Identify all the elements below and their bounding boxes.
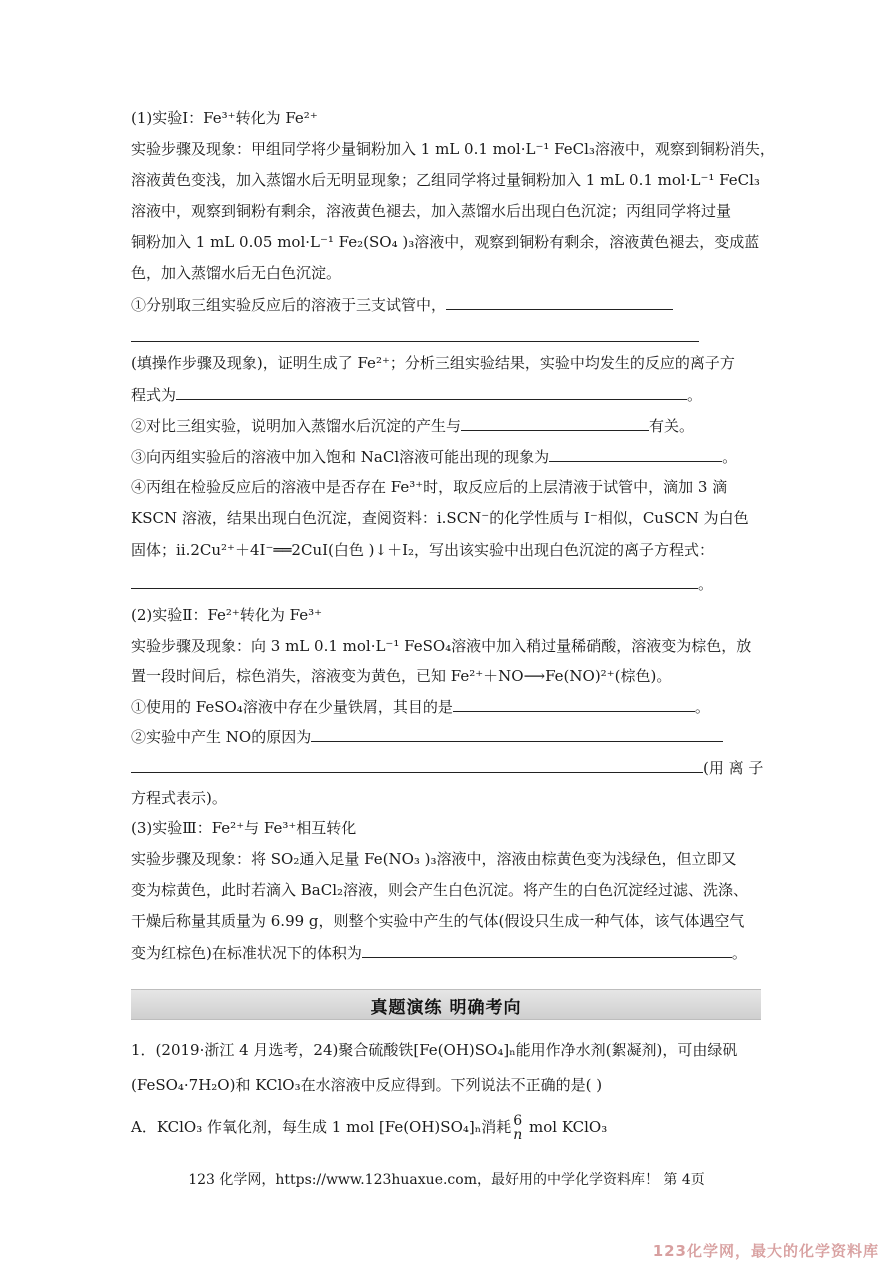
fraction [513, 1114, 522, 1142]
paragraph-line: 干燥后称量其质量为 6.99 g，则整个实验中产生的气体(假设只生成一种气体，该气体遇空气 [131, 912, 745, 930]
answer-blank[interactable] [176, 384, 687, 400]
paragraph-line: 实验步骤及现象：向 3 mL 0.1 mol·L⁻¹ FeSO₄溶液中加入稍过量稀硝酸，溶液变为棕色，放 [131, 637, 752, 655]
paragraph-line: KSCN 溶液，结果出现白色沉淀，查阅资料：ⅰ.SCN⁻的化学性质与 I⁻相似，CuSCN 为白色 [131, 509, 749, 527]
section1-heading: (1)实验Ⅰ：Fe³⁺转化为 Fe²⁺ [131, 109, 318, 127]
question-line [131, 696, 710, 717]
paragraph-line: 铜粉加入 1 mL 0.05 mol·L⁻¹ Fe₂(SO₄ )₃溶液中，观察到铜粉有剩余，溶液黄色褪去，变成蓝 [131, 233, 760, 251]
section2-heading: (2)实验Ⅱ：Fe²⁺转化为 Fe³⁺ [131, 606, 323, 624]
answer-blank[interactable] [461, 415, 649, 431]
period: 。 [698, 575, 714, 593]
paragraph-line: (填操作步骤及现象)，证明生成了 Fe²⁺；分析三组实验结果，实验中均发生的反应的离子方 [131, 354, 735, 372]
question-text: ②对比三组实验，说明加入蒸馏水后沉淀的产生与 [131, 417, 462, 435]
question-text: ③向丙组实验后的溶液中加入饱和 NaCl溶液可能出现的现象为 [131, 448, 550, 466]
answer-blank[interactable] [446, 294, 673, 310]
question-text: 程式为 [131, 386, 177, 404]
paragraph-line: 色，加入蒸馏水后无白色沉淀。 [131, 264, 342, 282]
question-1-line [131, 294, 673, 315]
banner-title: 真题演练 明确考向 [370, 998, 522, 1018]
question-text-end: 有关。 [649, 417, 695, 435]
answer-blank[interactable] [453, 696, 695, 712]
watermark: 123化学网，最大的化学资料库 [652, 1242, 879, 1260]
paragraph-line: 溶液黄色变浅，加入蒸馏水后无明显现象；乙组同学将过量铜粉加入 1 mL 0.1 mol·L⁻¹ FeCl₃ [131, 171, 760, 189]
paragraph-line: 置一段时间后，棕色消失，溶液变为黄色，已知 Fe²⁺＋NO⟶Fe(NO)²⁺(棕色)。 [131, 667, 672, 685]
paragraph-line: ④丙组在检验反应后的溶液中是否存在 Fe³⁺时，取反应后的上层清液于试管中，滴加 3 滴 [131, 478, 728, 496]
paragraph-line: 固体；ⅱ.2Cu²⁺＋4I⁻══2CuI(白色 )↓＋I₂，写出该实验中出现白色沉淀的离子方程式： [131, 541, 715, 559]
period: 。 [694, 698, 710, 716]
paragraph-line: 溶液中，观察到铜粉有剩余，溶液黄色褪去，加入蒸馏水后出现白色沉淀；丙组同学将过量 [131, 202, 732, 220]
paragraph-line: 方程式表示)。 [131, 789, 227, 807]
section3-heading: (3)实验Ⅲ：Fe²⁺与 Fe³⁺相互转化 [131, 819, 357, 837]
question-text: ②实验中产生 NO的原因为 [131, 728, 312, 746]
answer-blank[interactable] [311, 726, 723, 742]
question-1-equation-line [131, 384, 702, 405]
option-text: mol KClO₃ [524, 1118, 608, 1136]
answer-blank[interactable] [362, 942, 732, 958]
fraction-denominator: n [513, 1127, 523, 1143]
period: 。 [731, 944, 747, 962]
answer-blank-line[interactable] [131, 341, 699, 342]
option-text: A．KClO₃ 作氧化剂，每生成 1 mol [Fe(OH)SO₄]ₙ消耗 [131, 1118, 512, 1136]
period: 。 [687, 386, 703, 404]
question-2-line [131, 415, 694, 436]
paragraph-line: 变为棕黄色，此时若滴入 BaCl₂溶液，则会产生白色沉淀。将产生的白色沉淀经过滤、洗涤、 [131, 881, 749, 899]
question-line [131, 942, 747, 963]
paragraph-line: 实验步骤及现象：将 SO₂通入足量 Fe(NO₃ )₃溶液中，溶液由棕黄色变为浅绿色，但立即又 [131, 850, 737, 868]
section-banner [131, 989, 761, 1020]
option-a [131, 1114, 607, 1142]
period: 。 [722, 448, 738, 466]
answer-blank[interactable] [131, 573, 698, 589]
question-text: ①分别取三组实验反应后的溶液于三支试管中， [131, 296, 447, 314]
answer-blank[interactable] [131, 757, 703, 773]
question-text: ①使用的 FeSO₄溶液中存在少量铁屑，其目的是 [131, 698, 453, 716]
fraction-numerator: 6 [513, 1113, 523, 1129]
question-3-line [131, 446, 737, 467]
answer-blank[interactable] [549, 446, 722, 462]
problem-line: (FeSO₄·7H₂O)和 KClO₃在水溶液中反应得到。下列说法不正确的是( ) [131, 1076, 603, 1094]
question-line [131, 726, 723, 747]
question-line [131, 757, 763, 778]
question-4-answer-line [131, 573, 713, 594]
question-text-end: (用 离 子 [703, 759, 764, 777]
question-text: 变为红棕色)在标准状况下的体积为 [131, 944, 362, 962]
page-footer: 123 化学网，https://www.123huaxue.com，最好用的中学化学资料库！ 第 4页 [188, 1172, 705, 1188]
paragraph-line: 实验步骤及现象：甲组同学将少量铜粉加入 1 mL 0.1 mol·L⁻¹ FeCl₃溶液中，观察到铜粉消失， [131, 140, 775, 158]
problem-line: 1．(2019·浙江 4 月选考，24)聚合硫酸铁[Fe(OH)SO₄]ₙ能用作净水剂(絮凝剂)，可由绿矾 [131, 1041, 738, 1059]
